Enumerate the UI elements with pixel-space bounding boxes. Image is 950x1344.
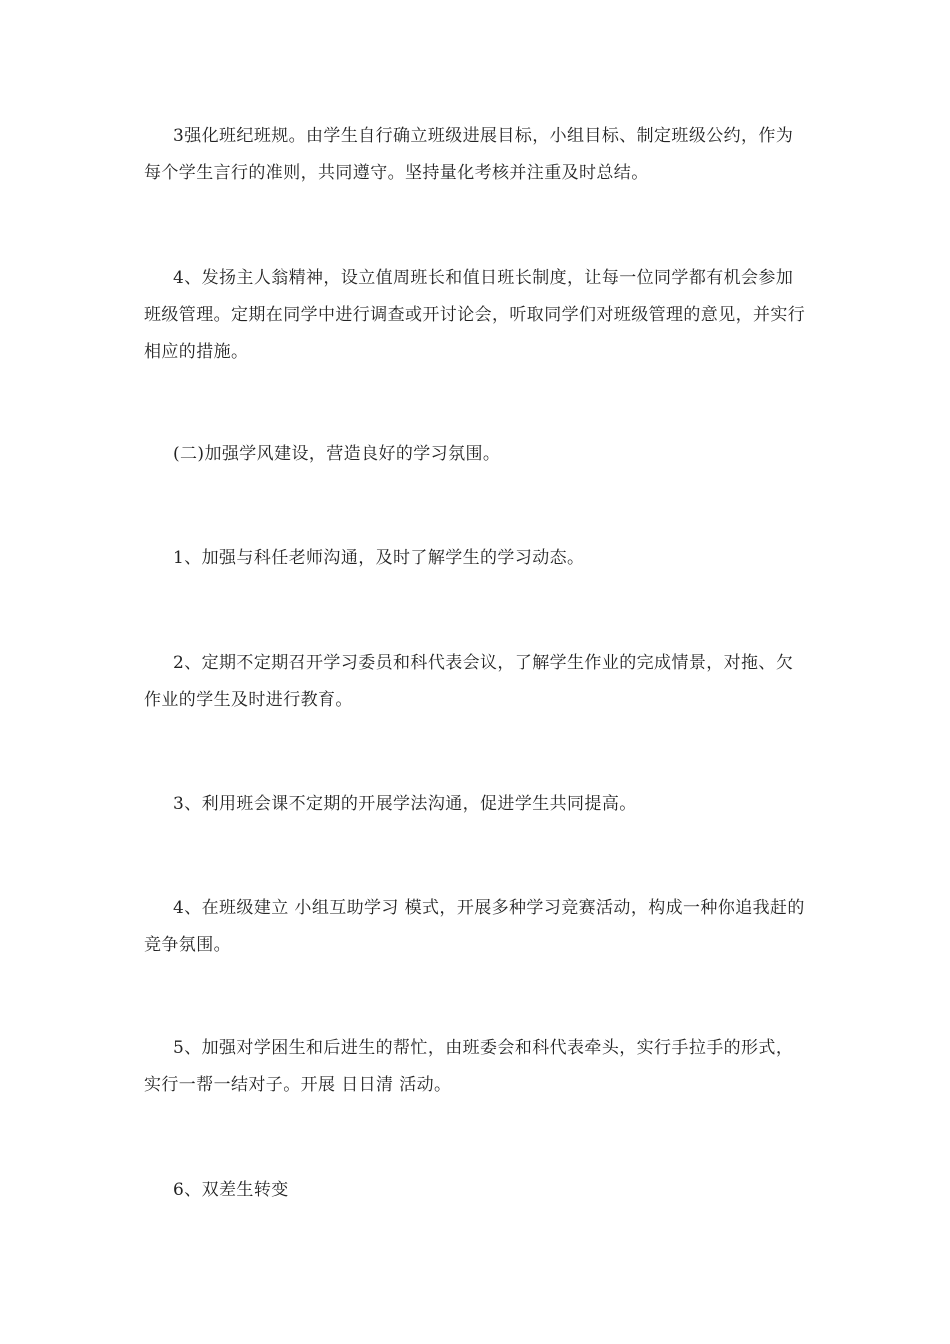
paragraph-class-rules: 3强化班纪班规。由学生自行确立班级进展目标，小组目标、制定班级公约，作为每个学生言行的准则，共同遵守。坚持量化考核并注重及时总结。 <box>144 126 794 183</box>
section-heading-study-style: (二)加强学风建设，营造良好的学习氛围。 <box>173 444 501 464</box>
paragraph-teacher-communication: 1、加强与科任老师沟通，及时了解学生的学习动态。 <box>173 548 585 568</box>
paragraph-group-mutual-learning: 4、在班级建立 小组互助学习 模式，开展多种学习竞赛活动，构成一种你追我赶的竞争氛围。 <box>144 898 805 955</box>
paragraph-double-poor-transformation: 6、双差生转变 <box>173 1180 289 1200</box>
paragraph-study-committee-meetings: 2、定期不定期召开学习委员和科代表会议，了解学生作业的完成情景，对拖、欠作业的学生及时进行教育。 <box>144 653 794 710</box>
paragraph-ownership-spirit: 4、发扬主人翁精神，设立值周班长和值日班长制度，让每一位同学都有机会参加班级管理。定期在同学中进行调查或开讨论会，听取同学们对班级管理的意见，并实行相应的措施。 <box>144 268 806 362</box>
paragraph-class-meeting-methods: 3、利用班会课不定期的开展学法沟通，促进学生共同提高。 <box>173 794 637 814</box>
paragraph-help-struggling-students: 5、加强对学困生和后进生的帮忙，由班委会和科代表牵头，实行手拉手的形式，实行一帮一结对子。开展 日日清 活动。 <box>144 1038 794 1095</box>
